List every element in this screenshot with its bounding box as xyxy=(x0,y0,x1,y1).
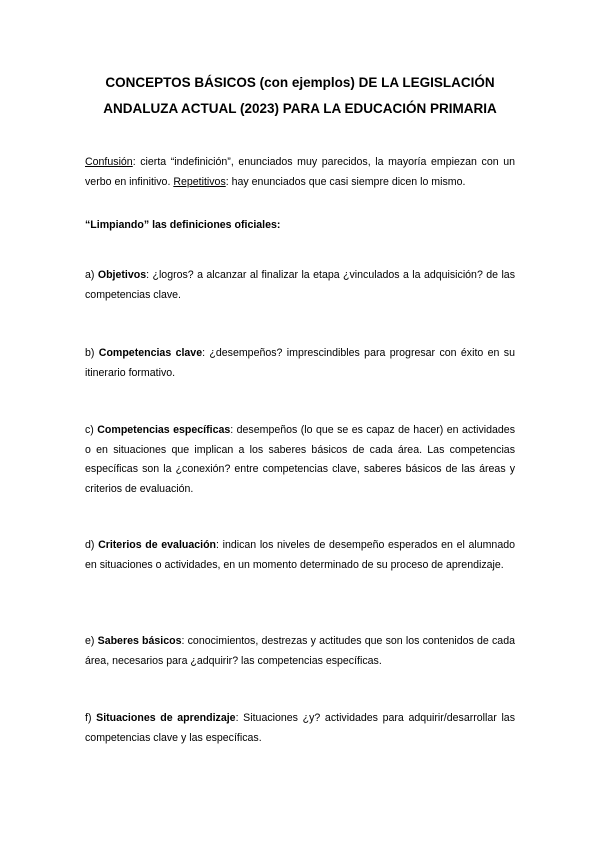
definition-text: : conocimientos, destrezas y actitudes que son los contenidos de cada área, necesarios para ¿adquirir? las competencias específicas. xyxy=(85,635,515,667)
definition-prefix: a) xyxy=(85,269,98,281)
definition-prefix: f) xyxy=(85,712,97,724)
definition-term: Objetivos xyxy=(97,269,147,281)
definition-term: Saberes básicos xyxy=(97,635,182,647)
definition-prefix: b) xyxy=(85,347,99,359)
definition-term: Competencias específicas xyxy=(97,424,231,436)
definition-text: : ¿logros? a alcanzar al finalizar la etapa ¿vinculados a la adquisición? de las competencias clave. xyxy=(85,269,515,301)
definition-term: Situaciones de aprendizaje xyxy=(96,712,236,724)
definition-saberes-basicos xyxy=(85,632,515,671)
definition-objetivos xyxy=(85,266,515,305)
title-line-2: ANDALUZA ACTUAL (2023) PARA LA EDUCACIÓN PRIMARIA xyxy=(103,101,497,116)
definition-text: : indican los niveles de desempeño esperados en el alumnado en situaciones o actividades, en un momento determinado de su proceso de aprendizaje. xyxy=(85,539,515,571)
definition-text: : desempeños (lo que se es capaz de hacer) en actividades o en situaciones que implican a los saberes básicos de cada área. Las competencias específicas son la ¿conexión? entre competencias clave, saberes básicos de las áreas y criterios de evaluación. xyxy=(85,424,515,495)
definition-term: Competencias clave xyxy=(98,347,203,359)
section-heading: “Limpiando” las definiciones oficiales: xyxy=(85,219,281,231)
definition-prefix: c) xyxy=(85,424,98,436)
definition-competencias-especificas xyxy=(85,421,515,499)
repetitivos-text: : hay enunciados que casi siempre dicen lo mismo. xyxy=(225,175,466,188)
title-line-1: CONCEPTOS BÁSICOS (con ejemplos) DE LA LEGISLACIÓN xyxy=(105,75,495,90)
definition-text: : Situaciones ¿y? actividades para adquirir/desarrollar las competencias clave y las específicas. xyxy=(85,712,515,744)
definition-situaciones-aprendizaje xyxy=(85,709,515,748)
definition-term: Criterios de evaluación xyxy=(98,539,217,551)
definition-criterios-evaluacion xyxy=(85,536,515,575)
repetitivos-label: Repetitivos xyxy=(173,175,226,188)
definition-competencias-clave xyxy=(85,344,515,383)
definition-prefix: d) xyxy=(85,539,99,551)
definition-text: : ¿desempeños? imprescindibles para progresar con éxito en su itinerario formativo. xyxy=(85,347,515,379)
definition-prefix: e) xyxy=(85,635,98,647)
confusion-label: Confusión xyxy=(85,156,133,168)
document-title xyxy=(60,70,540,122)
confusion-text: : cierta “indefinición”, enunciados muy parecidos, la mayoría empiezan con un verbo en infinitivo. xyxy=(85,156,515,188)
intro-paragraph xyxy=(85,153,515,192)
